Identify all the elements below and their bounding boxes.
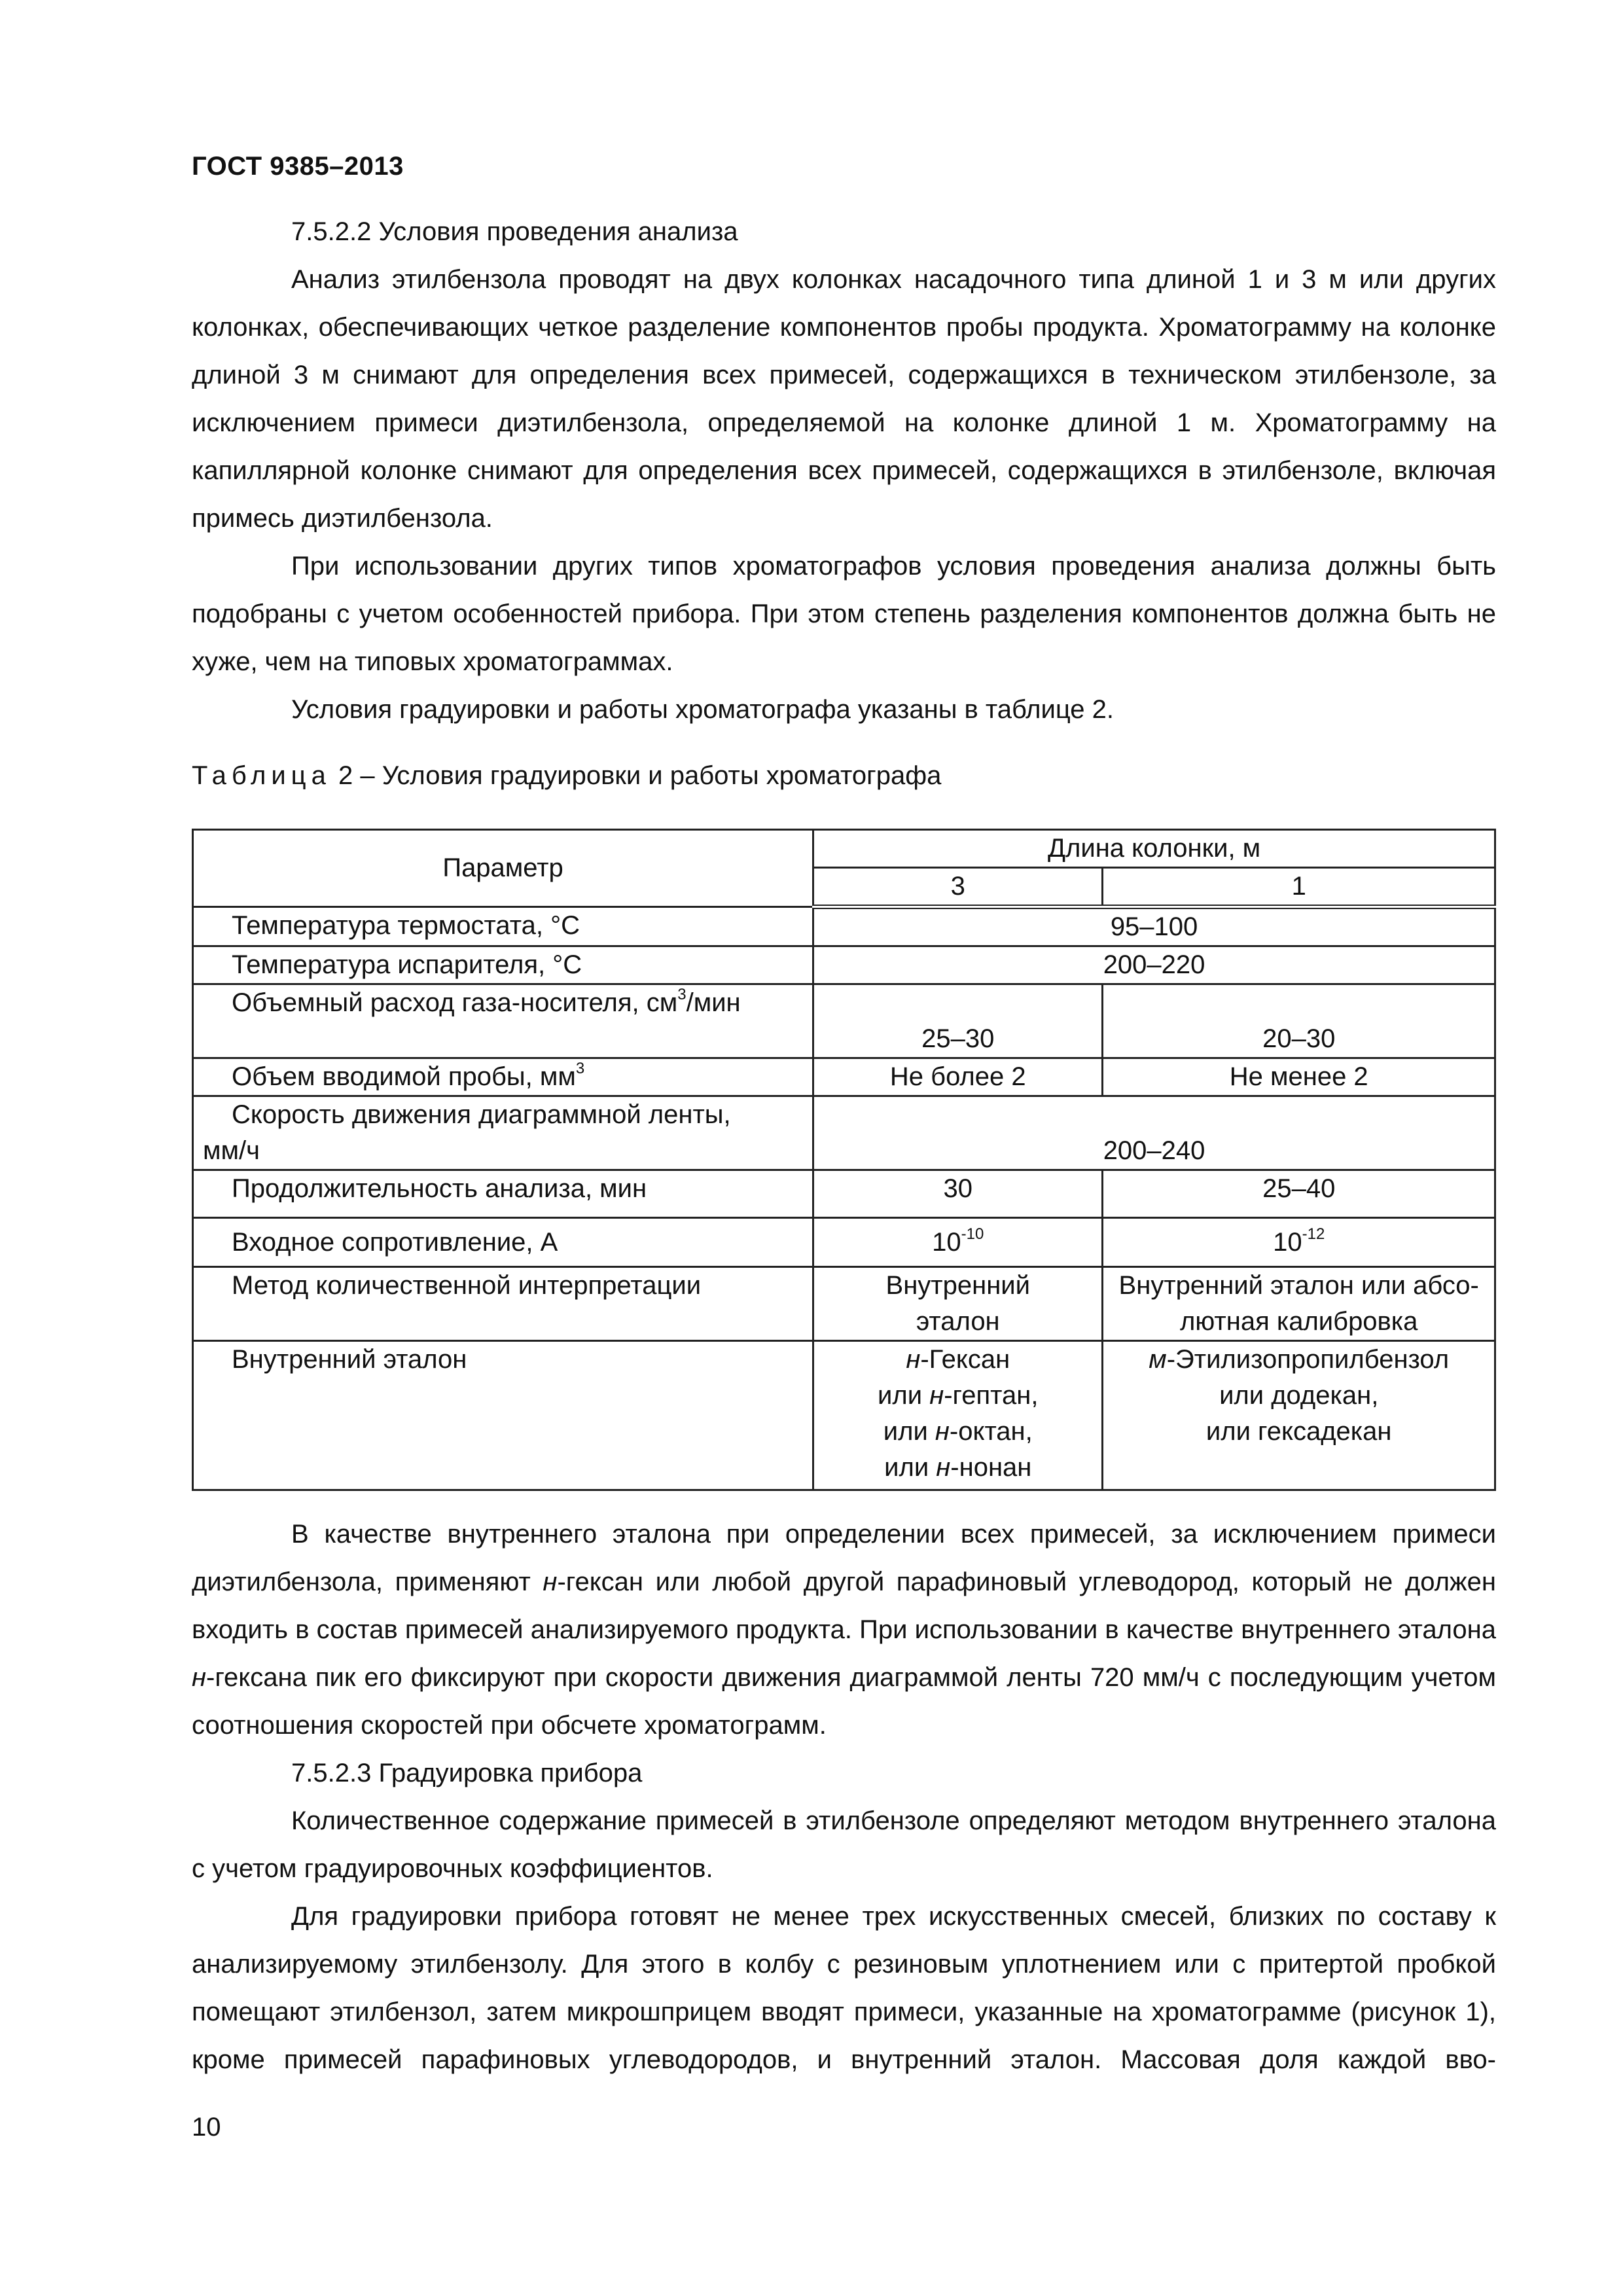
table-row: [193, 1058, 1495, 1096]
value-gas-flow-3m: 25–30: [813, 984, 1103, 1058]
header-parameter: Параметр: [193, 830, 813, 907]
value-gas-flow-1m: 20–30: [1103, 984, 1495, 1058]
param-analysis-duration: Продолжительность анализа, мин: [193, 1170, 813, 1218]
table-caption-label: Таблица: [192, 761, 331, 790]
table-row: [193, 1267, 1495, 1341]
value-sample-volume-3m: Не более 2: [813, 1058, 1103, 1096]
table-row: [193, 1096, 1495, 1170]
section-7-5-2-2-body: [192, 256, 1496, 734]
value-method-3m: Внутренний эталон: [813, 1267, 1103, 1341]
param-thermostat-temp: Температура термостата, °С: [193, 907, 813, 946]
param-gas-flow: Объемный расход газа-носителя, $см^3$/мин: [193, 984, 813, 1058]
table-row: [193, 984, 1495, 1058]
table-row: [193, 1341, 1495, 1490]
param-internal-standard: Внутренний эталон: [193, 1341, 813, 1490]
paragraph-analysis-columns: Анализ этилбензола проводят на двух колонках насадочного типа длиной 1 и 3 м или других колонках, обеспечивающих четкое разделение компонентов пробы продукта. Хроматограмму на колонке длиной 3 м снимают для определения всех примесей, содержащихся в техническом этилбензоле, за исключением примеси диэтилбензола, определяемой на колонке длиной 1 м. Хроматограмму на капиллярной колонке снимают для определения всех примесей, содержащихся в этилбензоле, включая примесь диэтилбензола.: [192, 265, 1496, 533]
value-sample-volume-1m: Не менее 2: [1103, 1058, 1495, 1096]
section-internal-standard-body: [192, 1511, 1496, 1749]
header-column-length: Длина колонки, м: [813, 830, 1495, 868]
param-input-resistance: Входное сопротивление, А: [193, 1218, 813, 1267]
value-evaporator-temp: 200–220: [813, 946, 1495, 984]
section-heading-7-5-2-2: 7.5.2.2 Условия проведения анализа: [291, 217, 738, 246]
page-number: 10: [192, 2113, 221, 2142]
value-standard-3m: н-Гексан или н-гептан, или н-октан, или н-нонан: [813, 1341, 1103, 1490]
param-sample-volume: Объем вводимой пробы, $мм^3$: [193, 1058, 813, 1096]
table-caption: [192, 761, 941, 791]
paragraph-other-chromatographs: При использовании других типов хроматографов условия проведения анализа должны быть подобраны с учетом особенностей прибора. При этом степень разделения компонентов должна быть не хуже, чем на типовых хроматограммах.: [192, 552, 1496, 676]
paragraph-table-reference: Условия градуировки и работы хроматографа указаны в таблице 2.: [291, 695, 1115, 724]
value-chart-speed: 200–240: [813, 1096, 1495, 1170]
paragraph-quant-content: Количественное содержание примесей в этилбензоле определяют методом внутреннего эталона с учетом градуировочных коэффициентов.: [192, 1806, 1496, 1883]
value-resistance-3m: $10^{-10}$: [813, 1218, 1103, 1267]
header-length-1: 1: [1103, 868, 1495, 907]
header-length-3: 3: [813, 868, 1103, 907]
value-thermostat-temp: 95–100: [813, 907, 1495, 946]
value-duration-1m: 25–40: [1103, 1170, 1495, 1218]
calibration-conditions-table: [192, 829, 1496, 1491]
param-quant-method: Метод количественной интерпретации: [193, 1267, 813, 1341]
value-method-1m: Внутренний эталон или абсо- лютная калибровка: [1103, 1267, 1495, 1341]
param-chart-speed: Скорость движения диаграммной ленты, мм/ч: [193, 1096, 813, 1170]
table-row: [193, 1170, 1495, 1218]
param-evaporator-temp: Температура испарителя, °С: [193, 946, 813, 984]
table-header-row: [193, 830, 1495, 868]
value-duration-3m: 30: [813, 1170, 1103, 1218]
table-caption-text: 2 – Условия градуировки и работы хроматографа: [338, 761, 942, 790]
document-code-header: ГОСТ 9385–2013: [192, 152, 404, 181]
table-row: [193, 907, 1495, 946]
section-heading-7-5-2-3: 7.5.2.3 Градуировка прибора: [291, 1759, 643, 1787]
paragraph-calibration-mixtures: Для градуировки прибора готовят не менее трех искусственных смесей, близких по составу к анализируемому этилбензолу. Для этого в колбу с резиновым уплотнением или с притертой пробкой помещают этилбензол, затем микрошприцем вводят примеси, указанные на хроматограмме (рисунок 1), кроме примесей парафиновых углеводородов, и внутренний эталон. Массовая доля каждой вво-: [192, 1902, 1496, 2074]
value-standard-1m: м-Этилизопропилбензол или додекан, или гексадекан: [1103, 1341, 1495, 1490]
section-7-5-2-3-body: [192, 1797, 1496, 2084]
paragraph-internal-standard: В качестве внутреннего эталона при определении всех примесей, за исключением примеси диэтилбензола, применяют н-гексан или любой другой парафиновый углеводород, который не должен входить в состав примесей анализируемого продукта. При использовании в качестве внутреннего эталона н-гексана пик его фиксируют при скорости движения диаграммой ленты 720 мм/ч с последующим учетом соотношения скоростей при обсчете хроматограмм.: [192, 1520, 1496, 1740]
table-row: [193, 1218, 1495, 1267]
value-resistance-1m: $10^{-12}$: [1103, 1218, 1495, 1267]
table-row: [193, 946, 1495, 984]
